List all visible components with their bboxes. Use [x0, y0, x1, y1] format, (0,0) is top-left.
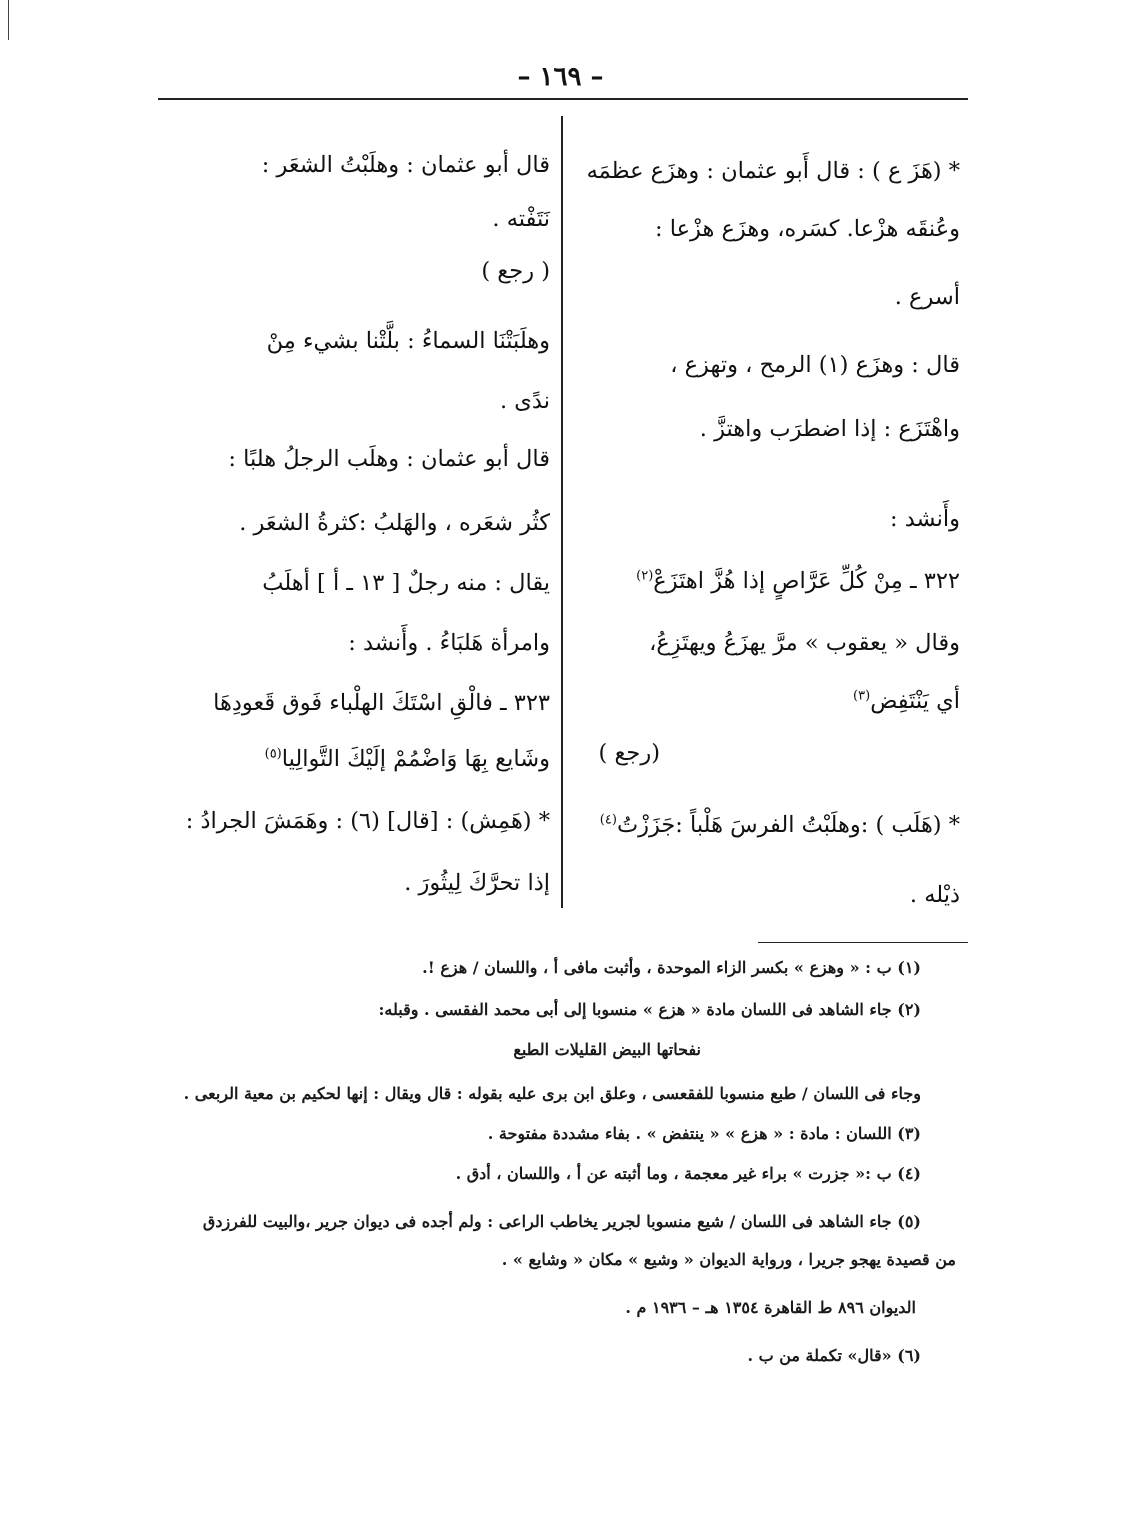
left-line-6: قال أبو عثمان : وهلَب الرجلُ هلبًا :: [228, 446, 550, 472]
footnote-6: (٦) «قال» تكملة من ب .: [747, 1346, 921, 1365]
left-line-8: يقال : منه رجلٌ [ ١٣ ـ أ ] أهلَبُ: [262, 570, 550, 596]
footnote-2-verse: نفحاتها البيض القليلات الطبع: [513, 1040, 701, 1059]
left-line-12: * (هَمِش) : [قال] (٦) : وهَمَشَ الجرادُ :: [185, 808, 550, 834]
left-line-10-verse-323: ٣٢٣ ـ فالْقِ اسْتَكَ الهلْباء فَوق قَعودِهَا: [213, 690, 550, 716]
right-line-4: قال : وهزَع (١) الرمح ، وتهزع ،: [670, 352, 960, 378]
right-line-6: وأَنشد :: [890, 506, 960, 532]
left-line-3-heading: ( رجع ): [481, 258, 550, 284]
page-number: – ١٦٩ –: [517, 62, 604, 92]
footnote-2-cont: وجاء فى اللسان / طبع منسوبا للفقعسى ، وعلق ابن برى عليه بقوله : قال ويقال : إنها لحكيم بن معية الربعى .: [183, 1084, 921, 1103]
footnote-5: (٥) جاء الشاهد فى اللسان / شيع منسوبا لجرير يخاطب الراعى : ولم أجده فى ديوان جرير ،والبيت للفرزدق: [202, 1212, 921, 1231]
column-divider: [561, 116, 563, 908]
right-line-8: وقال « يعقوب » مرَّ يهزَعُ ويهتَزِعُ،: [649, 630, 960, 656]
right-line-1: * (هَزَ ع ) : قال أَبو عثمان : وهزَع عظمَه: [586, 158, 960, 184]
footnote-rule: [758, 942, 968, 943]
right-line-2: وعُنقَه هزْعا. كسَره، وهزَع هزْعا :: [655, 216, 960, 242]
footnote-ref-5: (٥): [264, 746, 282, 762]
right-line-7-verse-322: ٣٢٢ ـ مِنْ كُلِّ عَرَّاصٍ إذا هُزَّ اهتَزَعْ$^{(٢)}$: [636, 568, 960, 594]
right-line-5: واهْتَزَع : إذا اضطرَب واهتزَّ .: [699, 416, 960, 442]
footnote-3: (٣) اللسان : مادة : « هزع » « ينتفض » . بفاء مشددة مفتوحة .: [487, 1124, 921, 1143]
footnote-2: (٢) جاء الشاهد فى اللسان مادة « هزع » منسوبا إلى أبى محمد الفقسى . وقبله:: [378, 1000, 921, 1019]
left-line-9: وامرأة هَلبَاءُ . وأَنشد :: [348, 630, 550, 656]
footnote-5-cont: من قصيدة يهجو جريرا ، ورواية الديوان « وشيع » مكان « وشايع » .: [501, 1250, 956, 1269]
header-rule: [158, 98, 968, 100]
footnote-5-source: الديوان ٨٩٦ ط القاهرة ١٣٥٤ هـ – ١٩٣٦ م .: [625, 1298, 916, 1317]
left-line-11-verse-cont: وشَايع بِهَا وَاضْمُمْ إلَيْكَ التَّوالِيا$^{(٥)}$: [264, 746, 550, 772]
footnote-ref-4: (٤): [599, 812, 617, 828]
footnote-ref-2: (٢): [636, 568, 654, 584]
right-line-12: ذيْله .: [909, 882, 960, 908]
right-line-10-heading: (رجع ): [598, 740, 660, 766]
left-line-5: ندًى .: [500, 388, 550, 414]
left-line-4: وهلَبَتْنَا السماءُ : بلَّتْنا بشيء مِنْ: [266, 328, 550, 354]
page-edge-mark: [8, 0, 9, 40]
right-line-11: * (هَلَب ) :وهلَبْتُ الفرسَ هَلْباً :جَزَزْتُ$^{(٤)}$: [599, 812, 960, 838]
left-line-1: قال أبو عثمان : وهلَبْتُ الشعَر :: [261, 152, 550, 178]
right-line-9: أي يَنْتَفِض$^{(٣)}$: [853, 688, 960, 714]
footnote-1: (١) ب : « وهزع » بكسر الزاء الموحدة ، وأثبت مافى أ ، واللسان / هزع !.: [422, 958, 921, 977]
left-line-13: إذا تحرَّكَ لِيثُورَ .: [404, 870, 550, 896]
footnote-4: (٤) ب :« جزرت » براء غير معجمة ، وما أثبته عن أ ، واللسان ، أدق .: [455, 1164, 921, 1183]
right-line-3: أسرع .: [894, 284, 960, 310]
left-line-2: نَتَفْته .: [492, 206, 550, 232]
footnote-ref-3: (٣): [853, 688, 871, 704]
left-line-7: كثُر شعَره ، والهَلبُ :كثرةُ الشعَر .: [239, 510, 550, 536]
